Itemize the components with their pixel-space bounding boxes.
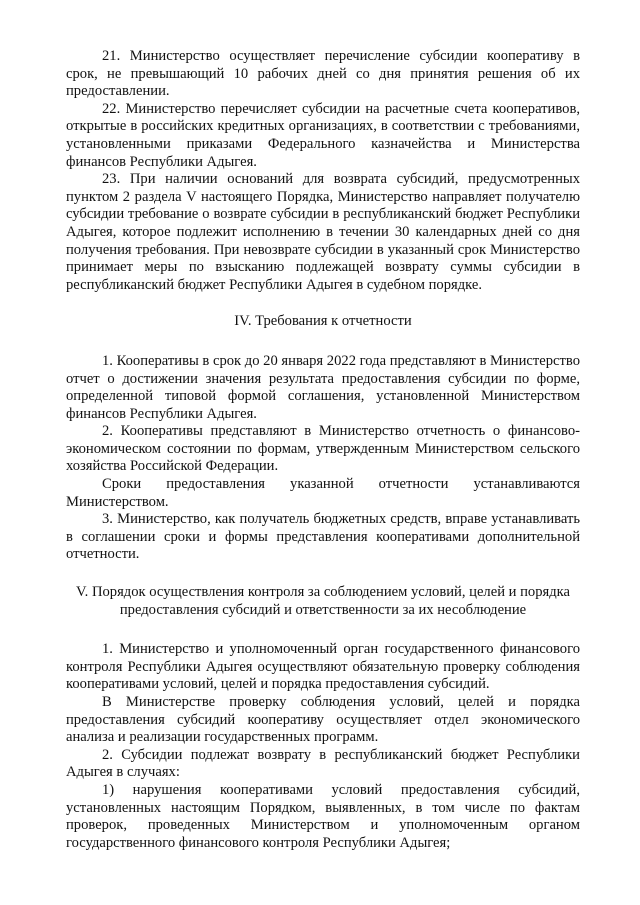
reporting-paragraph-1: 1. Кооперативы в срок до 20 января 2022 года представляют в Министерство отчет о достижении значения результата предоставления субсидии по форме, определенной типовой формой соглашения, установленной Министерством финансов Республики Адыгея.	[66, 352, 580, 422]
section-heading-reporting: IV. Требования к отчетности	[234, 313, 412, 330]
reporting-paragraph-3: 3. Министерство, как получатель бюджетных средств, вправе устанавливать в соглашении сроки и формы представления кооперативами дополнительной отчетности.	[66, 511, 580, 563]
control-paragraph-2: 2. Субсидии подлежат возврату в республиканский бюджет Республики Адыгея в случаях:	[66, 746, 580, 781]
control-paragraph-1-department: В Министерстве проверку соблюдения условий, целей и порядка предоставления субсидий кооперативу осуществляет отдел экономического анализа и реализации государственных программ.	[66, 694, 580, 746]
control-paragraph-1: 1. Министерство и уполномоченный орган государственного финансового контроля Республики Адыгея осуществляют обязательную проверку соблюдения кооперативами условий, целей и порядка предоставления субсидий.	[66, 641, 580, 693]
reporting-paragraph-2: 2. Кооперативы представляют в Министерство отчетность о финансово-экономическом состоянии по формам, утвержденным Министерством сельского хозяйства Российской Федерации.	[66, 423, 580, 475]
control-paragraph-2-item-1: 1) нарушения кооперативами условий предоставления субсидий, установленных настоящим Порядком, выявленных, в том числе по фактам проверок, проведенных Министерством и уполномоченным органом государственного финансового контроля Республики Адыгея;	[66, 781, 580, 851]
paragraph-22: 22. Министерство перечисляет субсидии на расчетные счета кооперативов, открытые в российских кредитных организациях, в соответствии с требованиями, установленными приказами Федерального казначейства и Министерства финансов Республики Адыгея.	[66, 100, 580, 170]
paragraph-21: 21. Министерство осуществляет перечисление субсидии кооперативу в срок, не превышающий 10 рабочих дней со дня принятия решения об их предоставлении.	[66, 48, 580, 100]
reporting-paragraph-2-deadlines: Сроки предоставления указанной отчетности устанавливаются Министерством.	[66, 476, 580, 510]
document-page	[66, 48, 580, 852]
section-heading-control	[66, 584, 580, 619]
section-heading-control-line-2: предоставления субсидий и ответственности за их несоблюдение	[119, 601, 527, 618]
paragraph-23: 23. При наличии оснований для возврата субсидий, предусмотренных пунктом 2 раздела V настоящего Порядка, Министерство направляет получателю субсидии требование о возврате субсидии в республиканский бюджет Республики Адыгея, которое подлежит исполнению в течении 30 календарных дней со дня получения требования. При невозврате субсидии в указанный срок Министерство принимает меры по взысканию подлежащей возврату суммы субсидии в республиканский бюджет Республики Адыгея в судебном порядке.	[66, 171, 580, 293]
section-heading-control-line-1: V. Порядок осуществления контроля за соблюдением условий, целей и порядка	[76, 584, 570, 601]
